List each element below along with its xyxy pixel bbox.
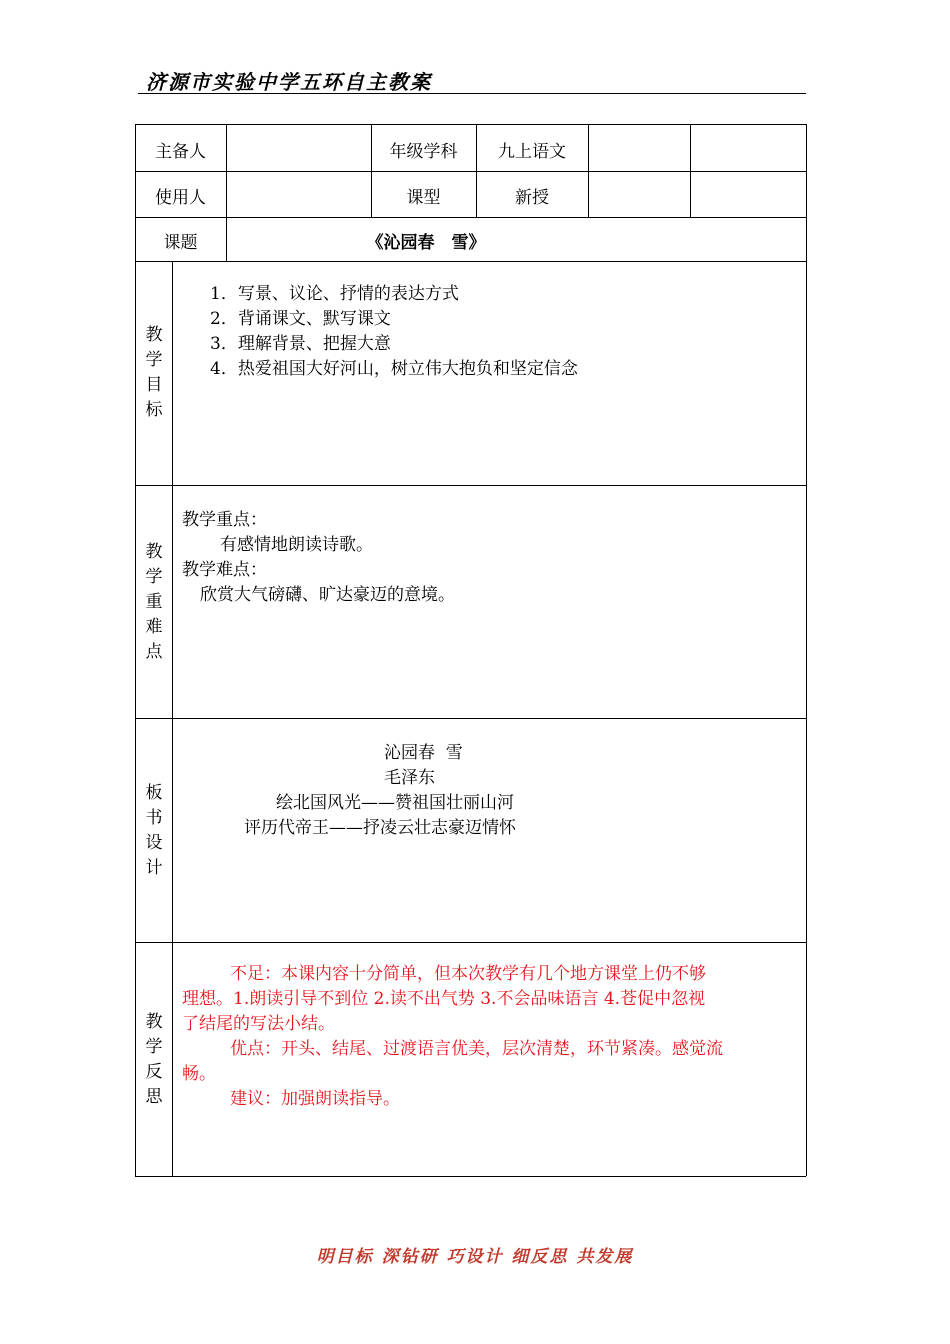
table-border-left bbox=[135, 124, 136, 1176]
goal-item: 3．理解背景、把握大意 bbox=[210, 334, 391, 354]
table-line bbox=[135, 171, 806, 172]
reflection-line: 建议：加强朗读指导。 bbox=[230, 1089, 400, 1109]
reflection-line: 理想。1.朗读引导不到位 2.读不出气势 3.不会品味语言 4.苍促中忽视 bbox=[182, 989, 706, 1009]
focus-text: 有感情地朗读诗歌。 bbox=[220, 535, 373, 555]
reflection-line: 了结尾的写法小结。 bbox=[182, 1014, 335, 1034]
table-line bbox=[690, 124, 691, 217]
school-header-title: 济源市实验中学五环自主教案 bbox=[146, 70, 432, 94]
difficulty-text: 欣赏大气磅礴、旷达豪迈的意境。 bbox=[200, 585, 455, 605]
table-line bbox=[135, 217, 806, 218]
board-author: 毛泽东 bbox=[384, 768, 435, 788]
table-border-right bbox=[806, 124, 807, 1176]
reflection-line: 优点：开头、结尾、过渡语言优美，层次清楚，环节紧凑。感觉流 bbox=[230, 1039, 723, 1059]
table-line bbox=[172, 261, 173, 1176]
board-line-2: 评历代帝王——抒凌云壮志豪迈情怀 bbox=[244, 818, 516, 838]
reflection-line: 畅。 bbox=[182, 1064, 216, 1084]
value-lesson-title: 《沁园春 雪》 bbox=[366, 233, 486, 253]
table-line bbox=[135, 485, 806, 486]
board-line-1: 绘北国风光——赞祖国壮丽山河 bbox=[276, 793, 514, 813]
board-title: 沁园春 雪 bbox=[384, 743, 463, 763]
teaching-reflection-text bbox=[182, 962, 723, 1112]
goal-item: 4．热爱祖国大好河山，树立伟大抱负和坚定信念 bbox=[210, 359, 578, 379]
table-line bbox=[135, 718, 806, 719]
table-border-top bbox=[135, 124, 806, 125]
footer-motto: 明目标 深钻研 巧设计 细反思 共发展 bbox=[316, 1247, 634, 1267]
section-label-teaching-reflection: 教 学 反 思 bbox=[145, 1012, 163, 1107]
section-label-board-design: 板 书 设 计 bbox=[145, 783, 163, 878]
section-label-key-difficulties: 教 学 重 难 点 bbox=[145, 542, 163, 662]
label-grade-subject: 年级学科 bbox=[389, 142, 458, 162]
table-line bbox=[588, 124, 589, 217]
goal-item: 1．写景、议论、抒情的表达方式 bbox=[210, 284, 459, 304]
value-lesson-type: 新授 bbox=[515, 188, 549, 208]
table-border-bottom bbox=[135, 1176, 806, 1177]
label-lesson-type: 课型 bbox=[406, 188, 441, 208]
header-rule bbox=[138, 93, 806, 94]
label-lesson-title: 课题 bbox=[163, 233, 198, 253]
difficulty-title: 教学难点： bbox=[182, 560, 267, 580]
value-grade-subject: 九上语文 bbox=[498, 142, 566, 162]
teaching-goals-list bbox=[210, 282, 578, 382]
goal-item: 2．背诵课文、默写课文 bbox=[210, 309, 391, 329]
table-line bbox=[135, 261, 806, 262]
section-label-teaching-goals: 教 学 目 标 bbox=[145, 325, 163, 420]
label-main-preparer: 主备人 bbox=[155, 142, 206, 162]
label-user: 使用人 bbox=[155, 188, 206, 208]
key-difficulties-content bbox=[182, 508, 455, 608]
reflection-line: 不足：本课内容十分简单，但本次教学有几个地方课堂上仍不够 bbox=[230, 964, 706, 984]
focus-title: 教学重点： bbox=[182, 510, 267, 530]
table-line bbox=[135, 942, 806, 943]
